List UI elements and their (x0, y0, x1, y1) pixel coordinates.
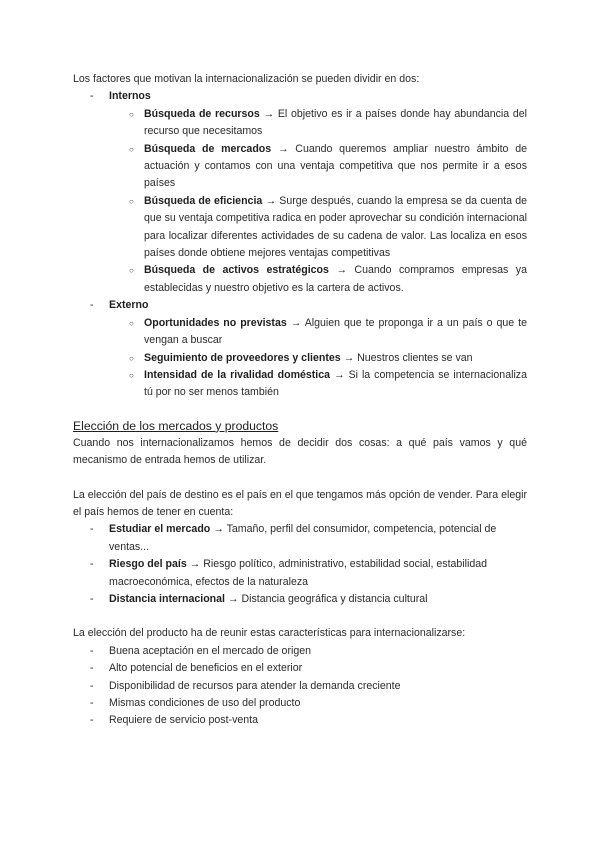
dash-bullet: - (90, 644, 94, 657)
list-item (73, 695, 527, 712)
circle-bullet: ○ (129, 109, 134, 119)
item-text: Disponibilidad de recursos para atender la demanda creciente (109, 679, 401, 692)
item-term: Oportunidades no previstas (144, 316, 287, 329)
dash-bullet: - (90, 662, 94, 675)
sub-list-item (73, 350, 527, 367)
section-heading: Elección de los mercados y productos (73, 418, 279, 433)
intro-paragraph: Los factores que motivan la internacionalización se pueden dividir en dos: (73, 73, 420, 85)
item-text: → Tamaño, perfil del consumidor, competencia, potencial de ventas... (109, 523, 497, 553)
item-term: Búsqueda de activos estratégicos (144, 264, 329, 277)
dash-bullet: - (90, 90, 94, 103)
item-text: → Distancia geográfica y distancia cultural (224, 592, 428, 605)
list-item (73, 556, 527, 591)
item-text: → Cuando compramos empresas ya establecidas y nuestro objetivo es la cartera de activos. (144, 264, 527, 294)
item-text: Mismas condiciones de uso del producto (109, 697, 301, 709)
item-text: → El objetivo es ir a países donde hay abundancia del recurso que necesitamos (144, 107, 527, 138)
sub-list-item (73, 315, 527, 350)
circle-bullet: ○ (129, 196, 134, 206)
list-item (73, 712, 527, 729)
item-term: Búsqueda de recursos (144, 107, 260, 120)
item-term: Búsqueda de mercados (144, 142, 272, 155)
list-item (73, 643, 527, 660)
sub-list-item (73, 367, 527, 402)
item-text: Alto potencial de beneficios en el exterior (109, 662, 303, 675)
list-item (73, 521, 527, 556)
circle-bullet: ○ (129, 318, 134, 328)
sub-list-item (73, 262, 527, 297)
item-text: → Si la competencia se internacionaliza tú por no ser menos también (144, 368, 527, 399)
item-text: → Alguien que te proponga ir a un país o que te vengan a buscar (144, 316, 527, 347)
circle-bullet: ○ (129, 370, 134, 380)
item-text: → Cuando queremos ampliar nuestro ámbito de actuación y contamos con una ventaja competitiva que nos permite ir a esos países (144, 142, 527, 190)
dash-bullet: - (90, 299, 94, 312)
item-term: Distancia internacional (109, 592, 225, 605)
dash-bullet: - (90, 714, 94, 727)
sub-list-item (73, 106, 527, 141)
item-text: → Nuestros clientes se van (340, 351, 473, 364)
list-item-externo (73, 297, 527, 314)
dash-bullet: - (90, 592, 94, 605)
list-item-internos (73, 88, 527, 105)
list-label: Internos (109, 90, 151, 103)
list-item (73, 660, 527, 677)
list-label: Externo (109, 299, 149, 312)
list-item (73, 591, 527, 608)
item-text: Requiere de servicio post-venta (109, 714, 258, 727)
circle-bullet: ○ (129, 266, 134, 276)
circle-bullet: ○ (129, 144, 134, 154)
sub-list-item (73, 141, 527, 193)
country-intro-paragraph: La elección del país de destino es el país en el que tengamos más opción de vender. Para elegir el país hemos de tener en cuenta: (73, 488, 527, 518)
dash-bullet: - (90, 697, 94, 709)
item-term: Búsqueda de eficiencia (144, 194, 263, 207)
circle-bullet: ○ (129, 353, 134, 363)
section-intro-paragraph: Cuando nos internacionalizamos hemos de decidir dos cosas: a qué país vamos y qué mecanismo de entrada hemos de utilizar. (73, 436, 527, 467)
list-item (73, 678, 527, 695)
item-term: Estudiar el mercado (109, 523, 211, 536)
item-term: Riesgo del país (109, 558, 187, 571)
sub-list-item (73, 193, 527, 263)
item-text: → Surge después, cuando la empresa se da cuenta de que su ventaja competitiva radica en poder aprovechar su condición internacional para localizar diferentes actividades de su cadena de valor. Las localiza en esos países donde obtiene mejores ventajas competitivas (144, 194, 527, 260)
item-text: Buena aceptación en el mercado de origen (109, 644, 312, 657)
product-intro-paragraph: La elección del producto ha de reunir estas características para internacionalizarse: (73, 627, 466, 640)
dash-bullet: - (90, 523, 94, 536)
item-term: Intensidad de la rivalidad doméstica (144, 368, 331, 381)
item-term: Seguimiento de proveedores y clientes (144, 351, 341, 364)
dash-bullet: - (90, 679, 94, 692)
item-text: → Riesgo político, administrativo, estabilidad social, estabilidad macroeconómica, efectos de la naturaleza (109, 558, 488, 588)
dash-bullet: - (90, 558, 94, 571)
document-page (73, 71, 527, 730)
